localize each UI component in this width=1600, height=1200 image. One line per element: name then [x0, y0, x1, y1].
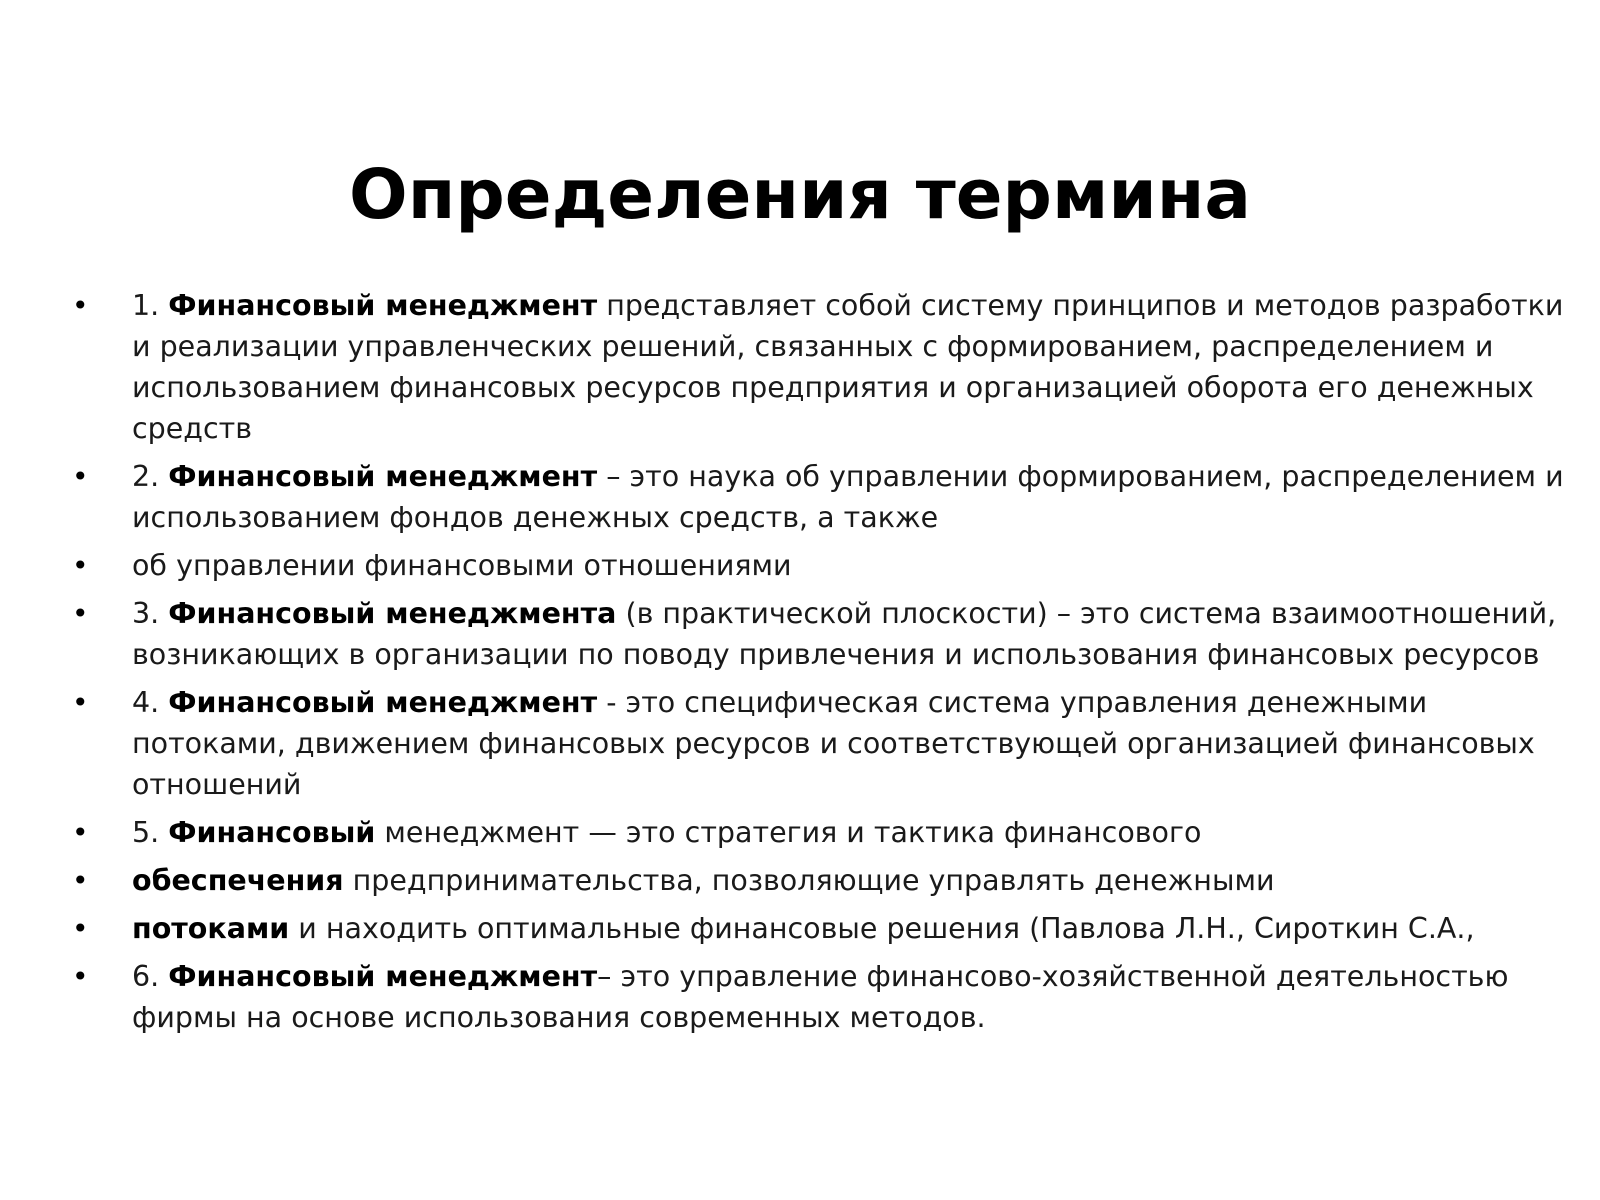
- item-term: Финансовый менеджмент: [168, 289, 598, 322]
- definitions-list: [72, 285, 1567, 1045]
- item-text: – это управление финансово-хозяйственной деятельностью фирмы на основе использования современных методов.: [132, 960, 1509, 1034]
- bullet-icon: •: [72, 289, 89, 322]
- list-item: [72, 812, 1567, 853]
- item-text: - это специфическая система управления денежными потоками, движением финансовых ресурсов и соответствующей организацией финансовых отношений: [132, 686, 1535, 801]
- list-item: [72, 593, 1567, 675]
- list-item: [72, 682, 1567, 805]
- slide-title: Определения термина: [349, 155, 1251, 235]
- bullet-icon: •: [72, 597, 89, 630]
- bullet-icon: •: [72, 864, 89, 897]
- list-item: [72, 908, 1567, 949]
- item-number: 1.: [132, 289, 169, 322]
- item-text: предпринимательства, позволяющие управлять денежными: [343, 864, 1275, 897]
- item-text: менеджмент — это стратегия и тактика финансового: [375, 816, 1202, 849]
- bullet-icon: •: [72, 960, 89, 993]
- list-item: [72, 860, 1567, 901]
- list-item: [72, 956, 1567, 1038]
- item-text: (в практической плоскости) – это система взаимоотношений, возникающих в организации по поводу привлечения и использования финансовых ресурсов: [132, 597, 1557, 671]
- item-number: 3.: [132, 597, 169, 630]
- list-item: [72, 285, 1567, 449]
- item-term: Финансовый менеджмента: [168, 597, 617, 630]
- item-term: обеспечения: [132, 864, 344, 897]
- bullet-icon: •: [72, 686, 89, 719]
- list-item: [72, 456, 1567, 538]
- item-term: Финансовый менеджмент: [168, 460, 598, 493]
- bullet-icon: •: [72, 816, 89, 849]
- item-text: и находить оптимальные финансовые решения (Павлова Л.Н., Сироткин С.А.,: [289, 912, 1475, 945]
- item-term: Финансовый: [168, 816, 376, 849]
- item-number: 5.: [132, 816, 169, 849]
- item-number: 2.: [132, 460, 169, 493]
- item-text: об управлении финансовыми отношениями: [132, 549, 792, 582]
- item-text: – это наука об управлении формированием, распределением и использованием фондов денежных средств, а также: [132, 460, 1564, 534]
- item-term: Финансовый менеджмент: [168, 686, 598, 719]
- bullet-icon: •: [72, 460, 89, 493]
- item-number: 6.: [132, 960, 169, 993]
- item-term: Финансовый менеджмент: [168, 960, 598, 993]
- item-text: представляет собой систему принципов и методов разработки и реализации управленческих решений, связанных с формированием, распределением и использованием финансовых ресурсов предприятия и организацией оборота его денежных средств: [132, 289, 1564, 445]
- item-term: потоками: [132, 912, 290, 945]
- bullet-icon: •: [72, 912, 89, 945]
- list-item: [72, 545, 1567, 586]
- bullet-icon: •: [72, 549, 89, 582]
- item-number: 4.: [132, 686, 169, 719]
